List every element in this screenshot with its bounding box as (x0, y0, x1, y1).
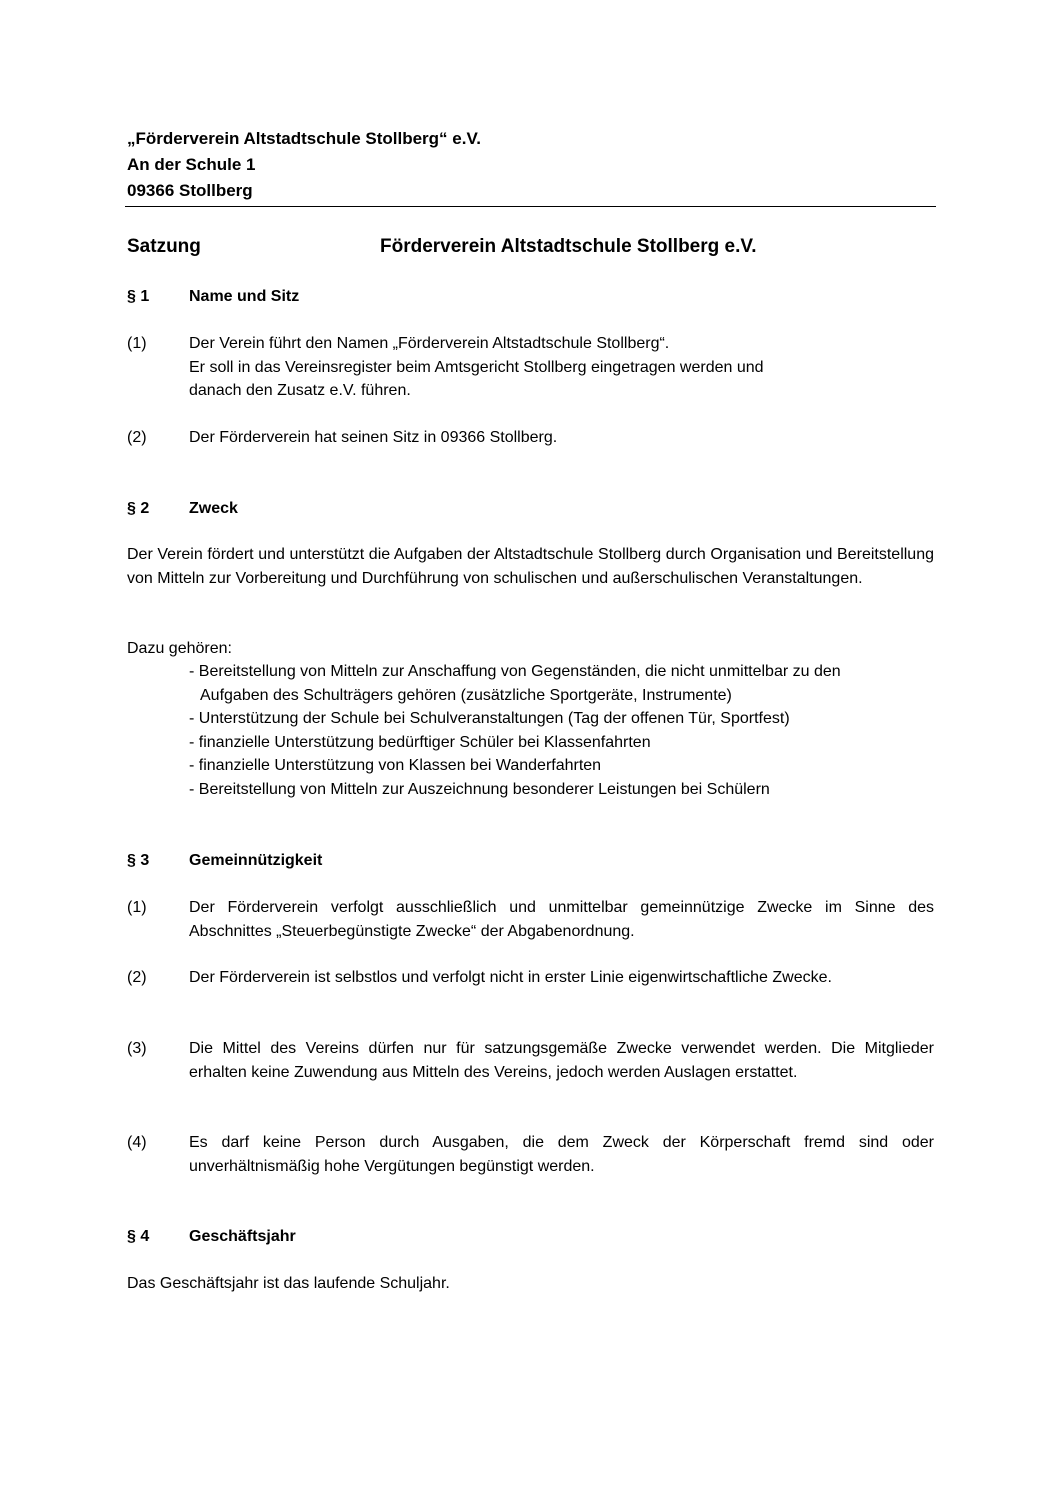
section-2-intro: Dazu gehören: (127, 640, 232, 657)
document-title-left: Satzung (127, 236, 201, 257)
letterhead-street: An der Schule 1 (127, 155, 256, 174)
section-3-item-3-text: Die Mittel des Vereins dürfen nur für satzungsgemäße Zwecke verwendet werden. Die Mitglieder erhalten keine Zuwendung aus Mitteln des Vereins, jedoch werden Auslagen erstattet. (189, 1040, 934, 1081)
section-1-heading: Name und Sitz (189, 288, 300, 305)
section-1-item-1-text (189, 332, 934, 403)
section-1-item-1-line-1: Der Verein führt den Namen „Förderverein Altstadtschule Stollberg“. (189, 335, 670, 352)
section-1-item-1-number: (1) (127, 335, 147, 352)
section-3-heading: Gemeinnützigkeit (189, 852, 323, 869)
section-4-number: § 4 (127, 1228, 150, 1245)
list-item: - Unterstützung der Schule bei Schulveranstaltungen (Tag der offenen Tür, Sportfest) (189, 710, 790, 727)
letterhead-city: 09366 Stollberg (127, 181, 253, 200)
section-3-item-1-text: Der Förderverein verfolgt ausschließlich und unmittelbar gemeinnützige Zwecke im Sinne des Abschnittes „Steuerbegünstigte Zwecke“ der Abgabenordnung. (189, 899, 934, 940)
section-2-heading: Zweck (189, 500, 238, 517)
section-1-item-2-number: (2) (127, 429, 147, 446)
section-3-item-4-number: (4) (127, 1134, 147, 1151)
section-2-bullet-list (189, 660, 841, 801)
section-1-item-2-text: Der Förderverein hat seinen Sitz in 09366 Stollberg. (189, 429, 558, 446)
section-1-item-1-line-2: Er soll in das Vereinsregister beim Amtsgericht Stollberg eingetragen werden und (189, 358, 764, 376)
list-item: - Bereitstellung von Mitteln zur Anschaffung von Gegenständen, die nicht unmittelbar zu den (189, 663, 841, 680)
letterhead-name: „Förderverein Altstadtschule Stollberg“ e.V. (127, 129, 481, 148)
section-2-paragraph: Der Verein fördert und unterstützt die Aufgaben der Altstadtschule Stollberg durch Organisation und Bereitstellung von Mitteln zur Vorbereitung und Durchführung von schulischen und außerschulischen Veranstaltungen. (127, 546, 934, 587)
section-1-number: § 1 (127, 288, 150, 305)
section-3-item-4-text: Es darf keine Person durch Ausgaben, die dem Zweck der Körperschaft fremd sind oder unverhältnismäßig hohe Vergütungen begünstigt werden. (189, 1134, 934, 1175)
list-item: - finanzielle Unterstützung von Klassen bei Wanderfahrten (189, 757, 602, 774)
document-title-right: Förderverein Altstadtschule Stollberg e.V. (380, 236, 757, 257)
section-3-item-3-number: (3) (127, 1040, 147, 1057)
section-3-item-2-number: (2) (127, 969, 147, 986)
header-divider (125, 206, 936, 207)
section-3-item-1-number: (1) (127, 899, 147, 916)
section-3-item-2-text: Der Förderverein ist selbstlos und verfolgt nicht in erster Linie eigenwirtschaftliche Zwecke. (189, 969, 832, 986)
section-4-heading: Geschäftsjahr (189, 1228, 296, 1245)
section-1-item-1-line-3: danach den Zusatz e.V. führen. (189, 382, 411, 399)
section-3-number: § 3 (127, 852, 150, 869)
list-item: - Bereitstellung von Mitteln zur Auszeichnung besonderer Leistungen bei Schülern (189, 780, 770, 798)
section-2-number: § 2 (127, 500, 150, 517)
list-item: - finanzielle Unterstützung bedürftiger Schüler bei Klassenfahrten (189, 733, 651, 751)
list-item-continuation: Aufgaben des Schulträgers gehören (zusätzliche Sportgeräte, Instrumente) (200, 686, 732, 704)
section-4-paragraph: Das Geschäftsjahr ist das laufende Schuljahr. (127, 1275, 450, 1292)
